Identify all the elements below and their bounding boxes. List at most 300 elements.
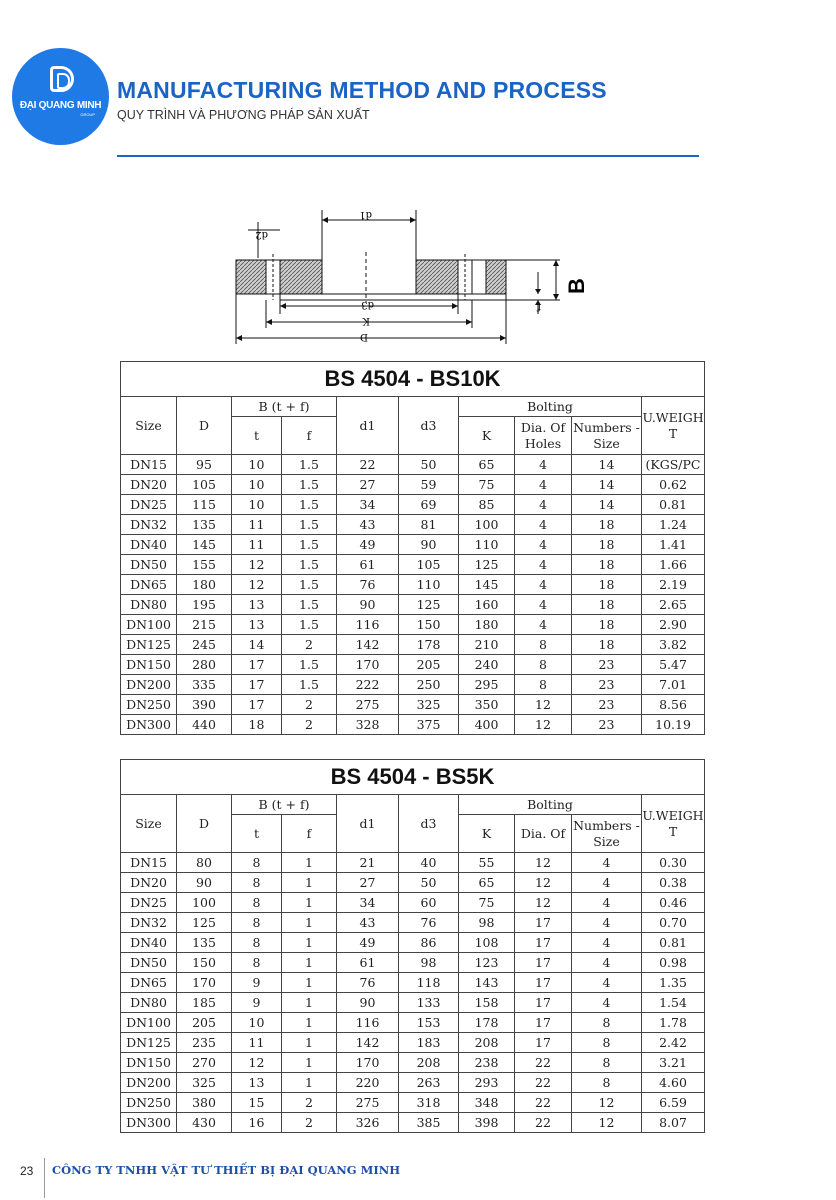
table-cell: 2.65 (642, 595, 705, 615)
table-cell: 0.46 (642, 893, 705, 913)
col-d: D (177, 397, 232, 455)
table-cell: 12 (515, 715, 572, 735)
table-cell: 17 (515, 993, 572, 1013)
table-cell: DN250 (121, 1093, 177, 1113)
drawing-label-d2: d2 (255, 229, 268, 240)
table-cell: 22 (515, 1053, 572, 1073)
table-cell: 16 (232, 1113, 282, 1133)
table-row (121, 993, 705, 1013)
table-cell: 61 (337, 953, 399, 973)
header-divider (117, 155, 699, 157)
table-cell: 2 (282, 715, 337, 735)
logo-name: ĐẠI QUANG MINH (19, 100, 102, 111)
drawing-label-dd: D (359, 331, 368, 342)
table-cell: 1.5 (282, 555, 337, 575)
table-cell: 222 (337, 675, 399, 695)
table-cell: 1.24 (642, 515, 705, 535)
table-row (121, 675, 705, 695)
table-row (121, 973, 705, 993)
table-cell: 12 (515, 853, 572, 873)
col-size: Size (121, 795, 177, 853)
table-cell: 125 (177, 913, 232, 933)
table-cell: 1 (282, 973, 337, 993)
table-cell: (KGS/PC (642, 455, 705, 475)
table-cell: 4 (515, 515, 572, 535)
table-cell: 8 (572, 1013, 642, 1033)
table-cell: DN100 (121, 1013, 177, 1033)
col-b: B (t + f) (232, 397, 337, 417)
table-cell: 1.5 (282, 455, 337, 475)
table-cell: 1 (282, 953, 337, 973)
table-cell: 1.5 (282, 655, 337, 675)
table-cell: 8 (232, 873, 282, 893)
table-cell: 125 (459, 555, 515, 575)
table-cell: 2 (282, 635, 337, 655)
table-cell: 4 (572, 993, 642, 1013)
table-cell: 4 (572, 853, 642, 873)
col-t: t (232, 815, 282, 853)
table-cell: DN150 (121, 655, 177, 675)
table-cell: 1.5 (282, 495, 337, 515)
table-cell: 11 (232, 535, 282, 555)
table-cell: 400 (459, 715, 515, 735)
table-cell: 69 (399, 495, 459, 515)
table-cell: 142 (337, 635, 399, 655)
page-number: 23 (20, 1164, 34, 1178)
col-d: D (177, 795, 232, 853)
col-k: K (459, 417, 515, 455)
logo-d-icon (50, 66, 74, 92)
table-cell: 4 (572, 893, 642, 913)
table-cell: 1.5 (282, 595, 337, 615)
table-cell: 4 (515, 575, 572, 595)
table-cell: 1.5 (282, 535, 337, 555)
table-cell: 210 (459, 635, 515, 655)
table-cell: 4 (515, 535, 572, 555)
bs5k-body (121, 853, 705, 1133)
table-cell: 98 (399, 953, 459, 973)
table-cell: 5.47 (642, 655, 705, 675)
table-cell: 155 (177, 555, 232, 575)
table-cell: 6.59 (642, 1093, 705, 1113)
table-cell: 60 (399, 893, 459, 913)
table-cell: 85 (459, 495, 515, 515)
col-numbers: Numbers - Size (572, 417, 642, 455)
table-cell: 8 (232, 953, 282, 973)
footer-company: CÔNG TY TNHH VẬT TƯ THIẾT BỊ ĐẠI QUANG MINH (52, 1163, 401, 1177)
table-cell: 238 (459, 1053, 515, 1073)
table-cell: 185 (177, 993, 232, 1013)
table-cell: 0.30 (642, 853, 705, 873)
table-cell: DN32 (121, 913, 177, 933)
table-cell: 43 (337, 913, 399, 933)
table-cell: 398 (459, 1113, 515, 1133)
table-cell: 205 (177, 1013, 232, 1033)
table-cell: 1.35 (642, 973, 705, 993)
table-cell: 325 (177, 1073, 232, 1093)
table-cell: 8 (515, 635, 572, 655)
table-cell: 1.5 (282, 675, 337, 695)
table-cell: DN20 (121, 873, 177, 893)
table-cell: 18 (572, 535, 642, 555)
table-cell: 145 (177, 535, 232, 555)
table-row (121, 873, 705, 893)
table-cell: DN125 (121, 1033, 177, 1053)
col-d3: d3 (399, 795, 459, 853)
table-cell: 4 (572, 973, 642, 993)
table-cell: 13 (232, 1073, 282, 1093)
table-cell: 160 (459, 595, 515, 615)
page-title: MANUFACTURING METHOD AND PROCESS (117, 77, 607, 103)
table-row (121, 495, 705, 515)
table-cell: 145 (459, 575, 515, 595)
table-cell: 380 (177, 1093, 232, 1113)
table-cell: DN80 (121, 993, 177, 1013)
table-cell: 430 (177, 1113, 232, 1133)
table-cell: 150 (177, 953, 232, 973)
table-cell: 17 (515, 953, 572, 973)
table-cell: 108 (459, 933, 515, 953)
table-cell: 208 (399, 1053, 459, 1073)
table-cell: 12 (515, 893, 572, 913)
table-cell: 0.62 (642, 475, 705, 495)
table-cell: 4 (572, 913, 642, 933)
table-cell: 59 (399, 475, 459, 495)
table-cell: 4 (515, 495, 572, 515)
col-d3: d3 (399, 397, 459, 455)
table-cell: 235 (177, 1033, 232, 1053)
table-cell: 11 (232, 515, 282, 535)
table-cell: 1 (282, 873, 337, 893)
footer-divider (44, 1158, 45, 1198)
drawing-label-f: f (537, 301, 541, 312)
table-cell: 4 (515, 475, 572, 495)
table-cell: 1 (282, 893, 337, 913)
table-cell: 8.07 (642, 1113, 705, 1133)
table-title: BS 4504 - BS10K (121, 362, 705, 397)
drawing-label-b: B (564, 278, 589, 294)
table-cell: 4.60 (642, 1073, 705, 1093)
table-cell: 0.81 (642, 495, 705, 515)
table-cell: 18 (572, 515, 642, 535)
table-cell: DN50 (121, 555, 177, 575)
table-cell: 49 (337, 933, 399, 953)
table-cell: 3.21 (642, 1053, 705, 1073)
table-cell: 27 (337, 873, 399, 893)
table-cell: 76 (337, 973, 399, 993)
table-cell: DN25 (121, 893, 177, 913)
table-cell: 116 (337, 1013, 399, 1033)
table-cell: 18 (572, 635, 642, 655)
table-cell: 50 (399, 873, 459, 893)
table-cell: 205 (399, 655, 459, 675)
col-d1: d1 (337, 397, 399, 455)
table-cell: 1.41 (642, 535, 705, 555)
table-cell: 8 (515, 675, 572, 695)
table-cell: 12 (232, 575, 282, 595)
table-cell: 23 (572, 655, 642, 675)
table-cell: DN250 (121, 695, 177, 715)
flange-drawing (228, 202, 608, 352)
table-cell: 250 (399, 675, 459, 695)
table-cell: 125 (399, 595, 459, 615)
table-cell: 295 (459, 675, 515, 695)
col-bolting: Bolting (459, 397, 642, 417)
table-cell: 178 (459, 1013, 515, 1033)
table-cell: DN25 (121, 495, 177, 515)
table-cell: 8 (515, 655, 572, 675)
table-cell: 100 (177, 893, 232, 913)
table-cell: 390 (177, 695, 232, 715)
table-cell: 7.01 (642, 675, 705, 695)
table-cell: 95 (177, 455, 232, 475)
table-row (121, 933, 705, 953)
table-cell: 23 (572, 675, 642, 695)
table-cell: 1 (282, 853, 337, 873)
table-cell: DN200 (121, 675, 177, 695)
table-cell: 17 (232, 675, 282, 695)
table-row (121, 635, 705, 655)
table-cell: 150 (399, 615, 459, 635)
table-cell: 23 (572, 715, 642, 735)
table-cell: DN50 (121, 953, 177, 973)
table-cell: 10 (232, 455, 282, 475)
table-cell: 123 (459, 953, 515, 973)
col-b: B (t + f) (232, 795, 337, 815)
table-cell: 10.19 (642, 715, 705, 735)
table-cell: 34 (337, 893, 399, 913)
table-row (121, 1113, 705, 1133)
table-cell: 2 (282, 695, 337, 715)
table-cell: 14 (572, 475, 642, 495)
table-cell: 13 (232, 615, 282, 635)
table-cell: DN15 (121, 853, 177, 873)
table-cell: 440 (177, 715, 232, 735)
table-cell: 293 (459, 1073, 515, 1093)
table-row (121, 695, 705, 715)
table-cell: 350 (459, 695, 515, 715)
table-cell: DN65 (121, 973, 177, 993)
table-cell: 1.5 (282, 575, 337, 595)
table-cell: 100 (459, 515, 515, 535)
table-cell: 1.5 (282, 515, 337, 535)
table-row (121, 953, 705, 973)
table-cell: DN150 (121, 1053, 177, 1073)
table-cell: 12 (515, 873, 572, 893)
table-cell: 325 (399, 695, 459, 715)
table-cell: 385 (399, 1113, 459, 1133)
table-cell: 0.38 (642, 873, 705, 893)
table-cell: 318 (399, 1093, 459, 1113)
table-cell: 153 (399, 1013, 459, 1033)
table-cell: 18 (572, 555, 642, 575)
table-cell: 180 (459, 615, 515, 635)
table-cell: 80 (177, 853, 232, 873)
table-cell: 34 (337, 495, 399, 515)
table-cell: DN20 (121, 475, 177, 495)
table-cell: 76 (399, 913, 459, 933)
table-cell: 18 (572, 595, 642, 615)
table-cell: 1.78 (642, 1013, 705, 1033)
col-weight: U.WEIGH T (642, 795, 705, 853)
table-cell: 133 (399, 993, 459, 1013)
table-cell: 105 (177, 475, 232, 495)
table-cell: 375 (399, 715, 459, 735)
table-cell: DN300 (121, 1113, 177, 1133)
table-cell: 4 (572, 873, 642, 893)
table-row (121, 555, 705, 575)
table-row (121, 1073, 705, 1093)
table-cell: 18 (572, 615, 642, 635)
table-cell: 178 (399, 635, 459, 655)
table-cell: 90 (337, 595, 399, 615)
table-cell: 115 (177, 495, 232, 515)
table-cell: 110 (459, 535, 515, 555)
table-cell: 275 (337, 695, 399, 715)
col-t: t (232, 417, 282, 455)
table-cell: 1.54 (642, 993, 705, 1013)
table-cell: 143 (459, 973, 515, 993)
table-cell: 326 (337, 1113, 399, 1133)
table-cell: 11 (232, 1033, 282, 1053)
table-cell: 158 (459, 993, 515, 1013)
col-bolting: Bolting (459, 795, 642, 815)
table-cell: 328 (337, 715, 399, 735)
table-cell: 170 (337, 1053, 399, 1073)
table-cell: 2 (282, 1113, 337, 1133)
table-cell: 1 (282, 1073, 337, 1093)
table-cell: 8 (232, 933, 282, 953)
table-cell: 275 (337, 1093, 399, 1113)
table-cell: 61 (337, 555, 399, 575)
table-cell: 12 (232, 1053, 282, 1073)
table-cell: 1 (282, 993, 337, 1013)
table-cell: 17 (515, 913, 572, 933)
col-f: f (282, 815, 337, 853)
table-cell: 348 (459, 1093, 515, 1113)
table-cell: 22 (515, 1093, 572, 1113)
col-size: Size (121, 397, 177, 455)
table-cell: 4 (515, 595, 572, 615)
table-cell: 195 (177, 595, 232, 615)
table-cell: 8 (572, 1053, 642, 1073)
table-cell: 8 (232, 853, 282, 873)
table-cell: 15 (232, 1093, 282, 1113)
table-cell: 75 (459, 893, 515, 913)
table-cell: 12 (572, 1113, 642, 1133)
drawing-label-d3: d3 (361, 299, 374, 310)
table-cell: 4 (572, 933, 642, 953)
table-row (121, 1013, 705, 1033)
table-cell: 142 (337, 1033, 399, 1053)
table-row (121, 455, 705, 475)
table-row (121, 475, 705, 495)
table-cell: 50 (399, 455, 459, 475)
table-cell: 12 (572, 1093, 642, 1113)
table-cell: 116 (337, 615, 399, 635)
table-cell: 10 (232, 475, 282, 495)
table-cell: 17 (515, 973, 572, 993)
table-cell: 9 (232, 973, 282, 993)
table-cell: 245 (177, 635, 232, 655)
table-row (121, 1053, 705, 1073)
table-cell: 9 (232, 993, 282, 1013)
table-cell: 22 (337, 455, 399, 475)
table-cell: 14 (572, 495, 642, 515)
table-cell: 8 (572, 1073, 642, 1093)
drawing-label-k: K (362, 315, 370, 326)
table-cell: DN80 (121, 595, 177, 615)
table-cell: 21 (337, 853, 399, 873)
table-cell: 22 (515, 1073, 572, 1093)
table-cell: DN15 (121, 455, 177, 475)
table-cell: 65 (459, 455, 515, 475)
table-cell: 335 (177, 675, 232, 695)
table-cell: 17 (232, 655, 282, 675)
table-cell: 1 (282, 1033, 337, 1053)
col-d1: d1 (337, 795, 399, 853)
table-row (121, 1033, 705, 1053)
table-cell: 10 (232, 1013, 282, 1033)
table-cell: 8 (232, 893, 282, 913)
table-cell: 14 (232, 635, 282, 655)
table-cell: 2 (282, 1093, 337, 1113)
table-cell: 40 (399, 853, 459, 873)
table-cell: 8 (232, 913, 282, 933)
col-numbers: Numbers - Size (572, 815, 642, 853)
table-row (121, 913, 705, 933)
table-cell: 8.56 (642, 695, 705, 715)
table-row (121, 615, 705, 635)
table-row (121, 715, 705, 735)
table-cell: 98 (459, 913, 515, 933)
table-cell: 1.66 (642, 555, 705, 575)
table-cell: 1 (282, 913, 337, 933)
table-cell: DN300 (121, 715, 177, 735)
table-cell: DN65 (121, 575, 177, 595)
table-cell: 135 (177, 933, 232, 953)
table-row (121, 535, 705, 555)
table-cell: 0.98 (642, 953, 705, 973)
table-row (121, 515, 705, 535)
table-cell: 1 (282, 1053, 337, 1073)
table-cell: 90 (337, 993, 399, 1013)
bs10k-table (120, 361, 705, 735)
logo-group: GROUP (80, 112, 95, 117)
table-cell: 12 (515, 695, 572, 715)
table-cell: 215 (177, 615, 232, 635)
table-cell: 170 (177, 973, 232, 993)
table-cell: 55 (459, 853, 515, 873)
table-cell: 183 (399, 1033, 459, 1053)
col-weight: U.WEIGH T (642, 397, 705, 455)
table-cell: 17 (515, 1033, 572, 1053)
table-cell: 270 (177, 1053, 232, 1073)
table-row (121, 853, 705, 873)
bs5k-table (120, 759, 705, 1133)
table-cell: 110 (399, 575, 459, 595)
table-cell: 86 (399, 933, 459, 953)
table-cell: 4 (572, 953, 642, 973)
table-cell: 4 (515, 615, 572, 635)
drawing-label-d1: d1 (359, 209, 372, 220)
table-cell: DN100 (121, 615, 177, 635)
table-cell: DN40 (121, 933, 177, 953)
table-cell: 17 (232, 695, 282, 715)
table-row (121, 655, 705, 675)
company-logo (12, 48, 109, 145)
table-cell: 4 (515, 555, 572, 575)
